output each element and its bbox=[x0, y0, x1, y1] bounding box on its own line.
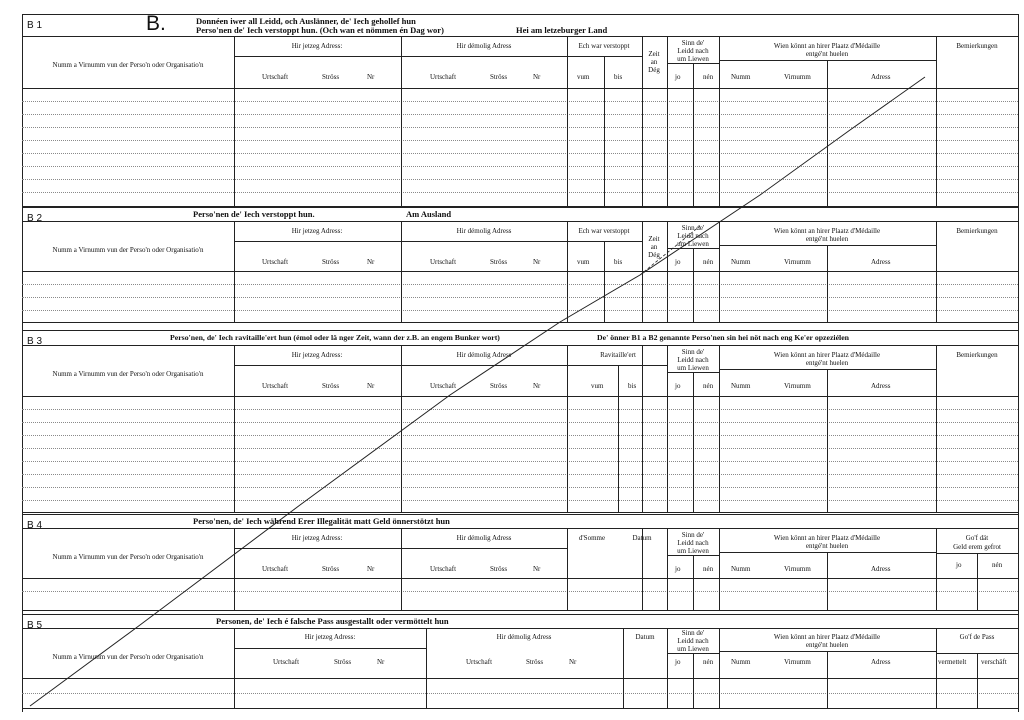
town-label: Urtschaft bbox=[430, 382, 457, 390]
address-label: Adress bbox=[871, 565, 891, 573]
current-address-header: Hir jetzeg Adress: bbox=[304, 633, 356, 641]
yes-label: jo bbox=[956, 561, 962, 569]
nr-label: Nr bbox=[377, 658, 385, 666]
time-header: Zeit bbox=[648, 50, 660, 58]
surname-label: Numm bbox=[731, 73, 751, 81]
street-label: Ströss bbox=[490, 73, 508, 81]
nr-label: Nr bbox=[367, 73, 375, 81]
section-code: B 2 bbox=[27, 213, 43, 224]
former-address-header: Hir démolig Adress bbox=[456, 534, 512, 542]
medal-header: entgé'nt huelen bbox=[805, 50, 849, 58]
obtained-label: verschäft bbox=[981, 658, 1007, 666]
firstname-label: Virnumm bbox=[784, 258, 811, 266]
remarks-header: Bemierkungen bbox=[956, 227, 998, 235]
time-header: Dég bbox=[648, 66, 660, 74]
nr-label: Nr bbox=[569, 658, 577, 666]
to-label: bis bbox=[628, 382, 637, 390]
nr-label: Nr bbox=[533, 258, 541, 266]
nr-label: Nr bbox=[367, 382, 375, 390]
medal-header: entgé'nt huelen bbox=[805, 359, 849, 367]
former-address-header: Hir démolig Adress bbox=[456, 42, 512, 50]
to-label: bis bbox=[614, 73, 623, 81]
street-label: Ströss bbox=[322, 258, 340, 266]
section-code: B 1 bbox=[27, 20, 43, 31]
town-label: Urtschaft bbox=[262, 73, 289, 81]
name-column-header: Numm a Virnumm vun der Perso'n oder Organisatio'n bbox=[52, 553, 204, 561]
former-address-header: Hir démolig Adress bbox=[496, 633, 552, 641]
yes-label: jo bbox=[675, 565, 681, 573]
town-label: Urtschaft bbox=[273, 658, 300, 666]
section-title: Perso'nen, de' Iech ravitaille'ert hun (émol oder lä nger Zeit, wann der z.B. an engem Bunker wort) bbox=[170, 333, 500, 342]
amount-header: d'Somme bbox=[578, 534, 606, 542]
died-header: um Liewen bbox=[677, 55, 709, 63]
medal-header: Wien könnt an hirer Plaatz d'Médaille bbox=[773, 633, 881, 641]
medal-header: Wien könnt an hirer Plaatz d'Médaille bbox=[773, 351, 881, 359]
town-label: Urtschaft bbox=[430, 258, 457, 266]
died-header: Leidd nach bbox=[677, 539, 709, 547]
town-label: Urtschaft bbox=[262, 565, 289, 573]
supplied-header: Ravitaille'ert bbox=[600, 351, 636, 359]
remarks-header: Bemierkungen bbox=[956, 351, 998, 359]
time-header: an bbox=[650, 243, 658, 251]
yes-label: jo bbox=[675, 73, 681, 81]
medal-header: entgé'nt huelen bbox=[805, 542, 849, 550]
died-header: Leidd nach bbox=[677, 637, 709, 645]
firstname-label: Virnumm bbox=[784, 73, 811, 81]
yes-label: jo bbox=[675, 258, 681, 266]
street-label: Ströss bbox=[490, 565, 508, 573]
medal-header: Wien könnt an hirer Plaatz d'Médaille bbox=[773, 42, 881, 50]
to-label: bis bbox=[614, 258, 623, 266]
street-label: Ströss bbox=[526, 658, 544, 666]
street-label: Ströss bbox=[490, 382, 508, 390]
town-label: Urtschaft bbox=[262, 382, 289, 390]
money-back-header: Geld erem gefrot bbox=[953, 543, 1001, 551]
no-label: nén bbox=[703, 73, 714, 81]
passed-on-label: vermettelt bbox=[938, 658, 967, 666]
street-label: Ströss bbox=[490, 258, 508, 266]
medal-header: entgé'nt huelen bbox=[805, 235, 849, 243]
died-header: um Liewen bbox=[677, 364, 709, 372]
died-header: um Liewen bbox=[677, 547, 709, 555]
address-label: Adress bbox=[871, 73, 891, 81]
medal-header: Wien könnt an hirer Plaatz d'Médaille bbox=[773, 227, 881, 235]
name-column-header: Numm a Virnumm vun der Perso'n oder Organisatio'n bbox=[52, 61, 204, 69]
name-column-header: Numm a Virnumm vun der Perso'n oder Organisatio'n bbox=[52, 653, 204, 661]
hidden-period-header: Ech war verstoppt bbox=[578, 227, 630, 235]
section-title-extra: Hei am letzeburger Land bbox=[516, 25, 608, 35]
date-header: Datum bbox=[635, 633, 655, 641]
died-header: Leidd nach bbox=[677, 47, 709, 55]
town-label: Urtschaft bbox=[430, 73, 457, 81]
died-header: Sinn de' bbox=[681, 224, 705, 232]
died-header: Leidd nach bbox=[677, 232, 709, 240]
money-back-header: Go'f dät bbox=[965, 534, 989, 542]
surname-label: Numm bbox=[731, 565, 751, 573]
address-label: Adress bbox=[871, 658, 891, 666]
firstname-label: Virnumm bbox=[784, 565, 811, 573]
hidden-period-header: Ech war verstoppt bbox=[578, 42, 630, 50]
from-label: vum bbox=[577, 73, 590, 81]
from-label: vum bbox=[591, 382, 604, 390]
section-title-extra: De' önner B1 a B2 genannte Perso'nen sin hei nöt nach eng Ke'er opzeziélen bbox=[597, 333, 850, 342]
current-address-header: Hir jetzeg Adress: bbox=[291, 42, 343, 50]
firstname-label: Virnumm bbox=[784, 382, 811, 390]
section-code: B 5 bbox=[27, 620, 43, 631]
street-label: Ströss bbox=[322, 565, 340, 573]
former-address-header: Hir démolig Adress bbox=[456, 351, 512, 359]
time-header: an bbox=[650, 58, 658, 66]
section-title-extra: Am Ausland bbox=[406, 209, 452, 219]
died-header: Sinn de' bbox=[681, 629, 705, 637]
medal-header: entgé'nt huelen bbox=[805, 641, 849, 649]
form-letter: B. bbox=[146, 12, 166, 35]
section-code: B 3 bbox=[27, 336, 43, 347]
no-label: nén bbox=[992, 561, 1003, 569]
died-header: um Liewen bbox=[677, 645, 709, 653]
died-header: Sinn de' bbox=[681, 39, 705, 47]
no-label: nén bbox=[703, 382, 714, 390]
nr-label: Nr bbox=[367, 565, 375, 573]
died-header: Leidd nach bbox=[677, 356, 709, 364]
street-label: Ströss bbox=[334, 658, 352, 666]
died-header: Sinn de' bbox=[681, 531, 705, 539]
town-label: Urtschaft bbox=[430, 565, 457, 573]
section-code: B 4 bbox=[27, 520, 43, 531]
firstname-label: Virnumm bbox=[784, 658, 811, 666]
surname-label: Numm bbox=[731, 258, 751, 266]
remarks-header: Bemierkungen bbox=[956, 42, 998, 50]
section-title: Perso'nen, de' Iech während Erer Illegalität matt Geld önnerstötzt hun bbox=[193, 516, 450, 526]
section-title: Perso'nen de' Iech verstoppt hun. (Och wan et nömmen én Dag wor) bbox=[196, 25, 444, 35]
street-label: Ströss bbox=[322, 382, 340, 390]
section-title: Donnéen iwer all Leidd, och Auslänner, de' Iech gehollef hun bbox=[196, 16, 416, 26]
current-address-header: Hir jetzeg Adress: bbox=[291, 227, 343, 235]
address-label: Adress bbox=[871, 258, 891, 266]
section-title: Perso'nen de' Iech verstoppt hun. bbox=[193, 209, 315, 219]
died-header: um Liewen bbox=[677, 240, 709, 248]
died-header: Sinn de' bbox=[681, 348, 705, 356]
address-label: Adress bbox=[871, 382, 891, 390]
name-column-header: Numm a Virnumm vun der Perso'n oder Organisatio'n bbox=[52, 246, 204, 254]
no-label: nén bbox=[703, 658, 714, 666]
date-header: Datum bbox=[632, 534, 652, 542]
current-address-header: Hir jetzeg Adress: bbox=[291, 534, 343, 542]
section-title: Personen, de' Iech é falsche Pass ausgestallt oder vermöttelt hun bbox=[216, 616, 449, 626]
nr-label: Nr bbox=[533, 565, 541, 573]
time-header: Zeit bbox=[648, 235, 660, 243]
current-address-header: Hir jetzeg Adress: bbox=[291, 351, 343, 359]
surname-label: Numm bbox=[731, 658, 751, 666]
name-column-header: Numm a Virnumm vun der Perso'n oder Organisatio'n bbox=[52, 370, 204, 378]
no-label: nén bbox=[703, 258, 714, 266]
town-label: Urtschaft bbox=[262, 258, 289, 266]
former-address-header: Hir démolig Adress bbox=[456, 227, 512, 235]
town-label: Urtschaft bbox=[466, 658, 493, 666]
nr-label: Nr bbox=[367, 258, 375, 266]
surname-label: Numm bbox=[731, 382, 751, 390]
medal-header: Wien könnt an hirer Plaatz d'Médaille bbox=[773, 534, 881, 542]
nr-label: Nr bbox=[533, 382, 541, 390]
yes-label: jo bbox=[675, 658, 681, 666]
no-label: nén bbox=[703, 565, 714, 573]
passport-header: Go'f de Pass bbox=[959, 633, 995, 641]
time-header: Dég bbox=[648, 251, 660, 259]
street-label: Ströss bbox=[322, 73, 340, 81]
from-label: vum bbox=[577, 258, 590, 266]
nr-label: Nr bbox=[533, 73, 541, 81]
yes-label: jo bbox=[675, 382, 681, 390]
